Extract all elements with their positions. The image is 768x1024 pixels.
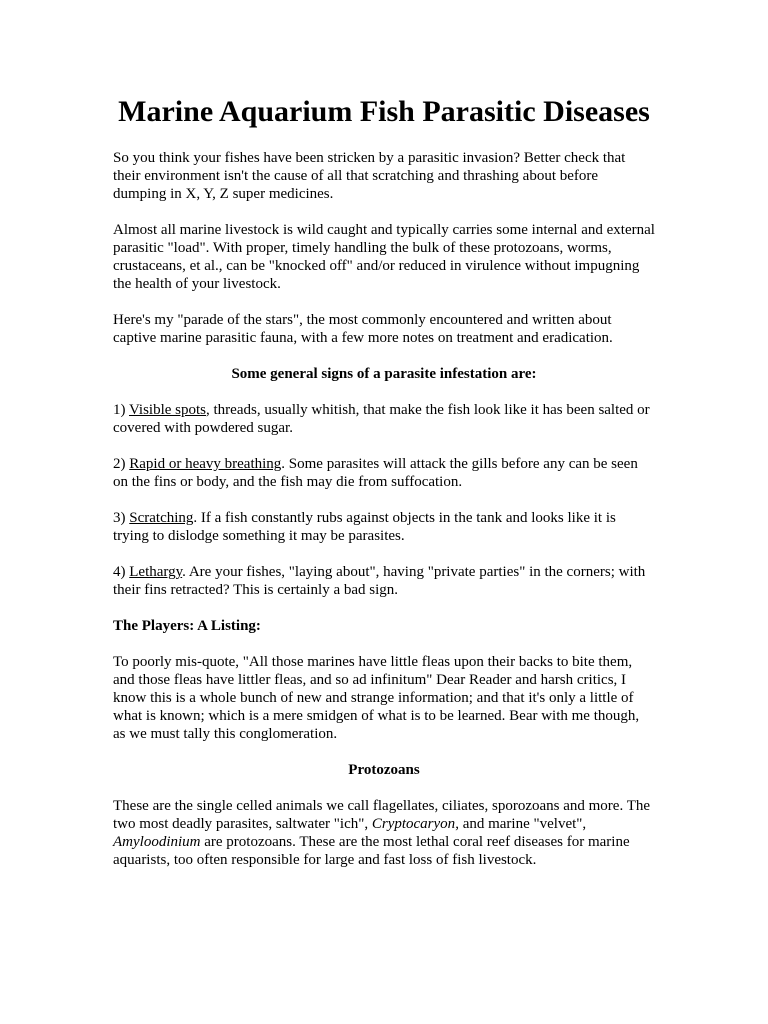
sign-term: Lethargy [129,564,183,580]
signs-heading: Some general signs of a parasite infestation are: [231,366,537,382]
page-title: Marine Aquarium Fish Parasitic Diseases [118,95,650,128]
players-paragraph: To poorly mis-quote, "All those marines have little fleas upon their backs to bite them, and those fleas have littler fleas, and so ad infinitum" Dear Reader and harsh critics, I know this is a whole bunch of new and strange information; and that it's only a little of what is known; which is a mere smidgen of what is to be learned. Bear with me though, as we must tally this conglomeration. [113,654,640,742]
protozoans-heading: Protozoans [348,762,420,778]
sign-term: Scratching [129,510,194,526]
sign-term: Rapid or heavy breathing [129,456,282,472]
cryptocaryon-term: Cryptocaryon [371,816,456,832]
protozoans-text-3: are protozoans. These are the most lethal coral reef diseases for marine aquarists, too often responsible for large and fast loss of fish livestock. [113,834,630,868]
sign-number: 2) [113,456,130,472]
sign-text: . Are your fishes, "laying about", having "private parties" in the corners; with their fins retracted? This is certainly a bad sign. [113,564,646,598]
protozoans-text-2: , and marine "velvet", [455,816,587,832]
amyloodinium-term: Amyloodinium [113,834,201,850]
intro-paragraph-2: Almost all marine livestock is wild caught and typically carries some internal and external parasitic "load". With proper, timely handling the bulk of these protozoans, worms, crustaceans, et al., can be "knocked off" and/or reduced in virulence without impugning the health of your livestock. [113,222,655,292]
sign-item-4 [113,563,655,599]
document-page [113,92,655,887]
sign-term: Visible spots [128,402,207,418]
sign-text: , threads, usually whitish, that make the fish look like it has been salted or covered with powdered sugar. [113,402,650,436]
sign-item-3 [113,509,655,545]
protozoans-text-1: These are the single celled animals we call flagellates, ciliates, sporozoans and more. The two most deadly parasites, saltwater "ich", [113,798,651,832]
sign-number: 3) [113,510,130,526]
intro-paragraph-1: So you think your fishes have been stricken by a parasitic invasion? Better check that their environment isn't the cause of all that scratching and thrashing about before dumping in X, Y, Z super medicines. [113,150,626,202]
players-heading: The Players: A Listing: [113,618,261,634]
sign-item-1 [113,401,655,437]
sign-item-2 [113,455,655,491]
sign-number: 1) [113,402,129,418]
intro-paragraph-3: Here's my "parade of the stars", the most commonly encountered and written about captive marine parasitic fauna, with a few more notes on treatment and eradication. [113,312,613,346]
sign-number: 4) [113,564,130,580]
sign-text: . If a fish constantly rubs against objects in the tank and looks like it is trying to dislodge something it may be parasites. [113,510,616,544]
sign-text: . Some parasites will attack the gills before any can be seen on the fins or body, and the fish may die from suffocation. [113,456,638,490]
protozoans-paragraph [113,797,655,869]
